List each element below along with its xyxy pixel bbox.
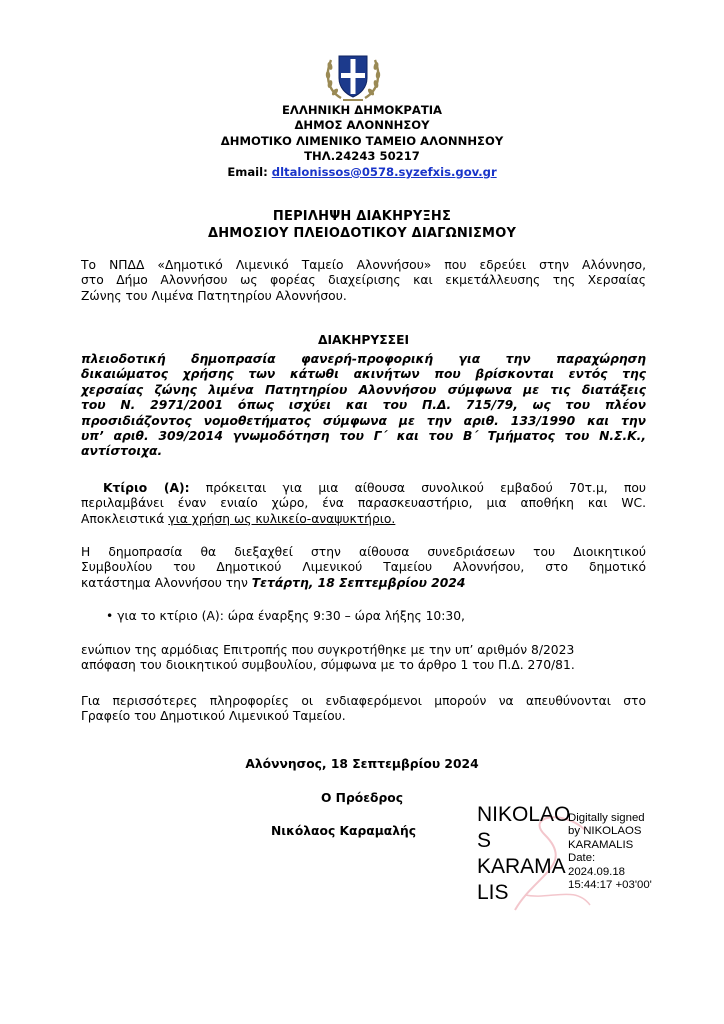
intro-line: στο Δήμο Αλοννήσου ως φορέας διαχείρισης και εκμετάλλευσης της Χερσαίας bbox=[81, 273, 646, 288]
schedule-bullet bbox=[106, 609, 465, 623]
building-use: για χρήση ως κυλικείο-αναψυκτήριο. bbox=[168, 511, 396, 526]
declares-heading: ΔΙΑΚΗΡΥΣΣΕΙ bbox=[317, 333, 410, 347]
committee-line: απόφαση του διοικητικού συμβουλίου, σύμφωνα με το άρθρο 1 του Π.Δ. 270/81. bbox=[81, 658, 575, 673]
declares-line: δικαιώματος χρήσης των κάτωθι ακινήτων που βρίσκονται εντός της bbox=[81, 367, 646, 382]
declares-line: χερσαίας ζώνης λιμένα Πατητηρίου Αλοννήσου σύμφωνα με τις διατάξεις bbox=[81, 382, 646, 397]
building-label: Κτίριο (Α): bbox=[103, 481, 190, 495]
signature-name-line: LIS bbox=[477, 881, 509, 904]
email-link[interactable]: dltalonissos@0578.syzefxis.gov.gr bbox=[271, 164, 497, 179]
building-use-prefix: Αποκλειστικά bbox=[81, 511, 169, 526]
email-line bbox=[150, 165, 574, 180]
building-line: περιλαμβάνει έναν ενιαίο χώρο, ένα παρασκευαστήριο, μια αποθήκη και WC. bbox=[81, 496, 646, 511]
digital-signature-name bbox=[477, 802, 572, 906]
auction-venue: κατάστημα Αλοννήσου την bbox=[81, 575, 252, 590]
committee-line: ενώπιον της αρμόδιας Επιτροπής που συγκροτήθηκε με την υπ’ αριθμόν 8/2023 bbox=[81, 643, 575, 657]
signatory-name: Νικόλαος Καραμαλής bbox=[271, 824, 417, 838]
email-label: Email: bbox=[227, 164, 268, 179]
declares-line: πλειοδοτική δημοπρασία φανερή-προφορική για την παραχώρηση bbox=[81, 352, 646, 366]
letterhead bbox=[150, 103, 574, 180]
signature-detail-line: KARAMALIS bbox=[568, 838, 634, 851]
signature-detail-line: by NIKOLAOS bbox=[568, 825, 642, 838]
auction-date: Τετάρτη, 18 Σεπτεμβρίου 2024 bbox=[251, 575, 466, 590]
bullet-icon: • bbox=[106, 609, 114, 623]
declares-line: προσιδιάζοντος νομοθετήματος σύμφωνα με την αριθ. 133/1990 και την bbox=[81, 413, 646, 428]
building-line bbox=[81, 512, 646, 527]
info-line: Για περισσότερες πληροφορίες οι ενδιαφερόμενοι μπορούν να απευθύνονται στο bbox=[81, 694, 646, 708]
document-title bbox=[100, 209, 624, 242]
digital-signature-details bbox=[568, 812, 678, 892]
signature-detail-line: 2024.09.18 bbox=[568, 865, 626, 878]
signature-detail-line: Digitally signed bbox=[568, 812, 645, 824]
committee-paragraph bbox=[81, 643, 646, 674]
letterhead-line: ΔΗΜΟΣ ΑΛΟΝΝΗΣΟΥ bbox=[294, 118, 430, 133]
info-line: Γραφείο του Δημοτικού Λιμενικού Ταμείου. bbox=[81, 709, 346, 724]
signature-detail-line: 15:44:17 +03'00' bbox=[568, 879, 652, 892]
auction-line: Η δημοπρασία θα διεξαχθεί στην αίθουσα συνεδριάσεων του Διοικητικού bbox=[81, 545, 646, 559]
auction-line bbox=[81, 576, 646, 591]
declares-line: του Ν. 2971/2001 όπως ισχύει και του Π.Δ. 715/79, ως του πλέον bbox=[81, 398, 646, 413]
declares-paragraph bbox=[81, 352, 646, 460]
building-paragraph bbox=[81, 481, 646, 527]
signature-name-line: KARAMA bbox=[477, 855, 566, 878]
place-date: Αλόννησος, 18 Σεπτεμβρίου 2024 bbox=[245, 757, 479, 771]
intro-line: Το ΝΠΔΔ «Δημοτικό Λιμενικό Ταμείο Αλοννήσου» που εδρεύει στην Αλόννησο, bbox=[81, 258, 646, 272]
title-line: ΔΗΜΟΣΙΟΥ ΠΛΕΙΟΔΟΤΙΚΟΥ ΔΙΑΓΩΝΙΣΜΟΥ bbox=[207, 225, 517, 241]
signature-name-line: NIKOLAO bbox=[477, 803, 571, 826]
auction-line: Συμβουλίου του Δημοτικού Λιμενικού Ταμείου Αλοννήσου, στο δημοτικό bbox=[81, 560, 646, 575]
intro-line: Ζώνης του Λιμένα Πατητηρίου Αλοννήσου. bbox=[81, 288, 347, 303]
info-paragraph bbox=[81, 694, 646, 725]
declares-line: υπ’ αριθ. 309/2014 γνωμοδότηση του Γ΄ και του Β΄ Τμήματος του Ν.Σ.Κ., bbox=[81, 429, 646, 444]
letterhead-line: ΔΗΜΟΤΙΚΟ ΛΙΜΕΝΙΚΟ ΤΑΜΕΙΟ ΑΛΟΝΝΗΣΟΥ bbox=[220, 133, 504, 148]
signature-detail-line: Date: bbox=[568, 852, 596, 865]
signatory-role: Ο Πρόεδρος bbox=[320, 791, 404, 805]
title-line: ΠΕΡΙΛΗΨΗ ΔΙΑΚΗΡΥΞΗΣ bbox=[272, 209, 452, 224]
auction-paragraph bbox=[81, 545, 646, 591]
greek-state-emblem-icon bbox=[323, 44, 383, 104]
schedule-text: για το κτίριο (Α): ώρα έναρξης 9:30 – ώρα λήξης 10:30, bbox=[117, 609, 465, 623]
letterhead-line: ΕΛΛΗΝΙΚΗ ΔΗΜΟΚΡΑΤΙΑ bbox=[281, 103, 443, 117]
building-description: πρόκειται για μια αίθουσα συνολικού εμβαδού 70τ.μ, που bbox=[189, 481, 647, 495]
signature-name-line: S bbox=[477, 829, 492, 852]
declares-line: αντίστοιχα. bbox=[81, 444, 163, 459]
intro-paragraph bbox=[81, 258, 646, 304]
letterhead-line: ΤΗΛ.24243 50217 bbox=[304, 149, 420, 164]
building-line bbox=[81, 481, 646, 496]
